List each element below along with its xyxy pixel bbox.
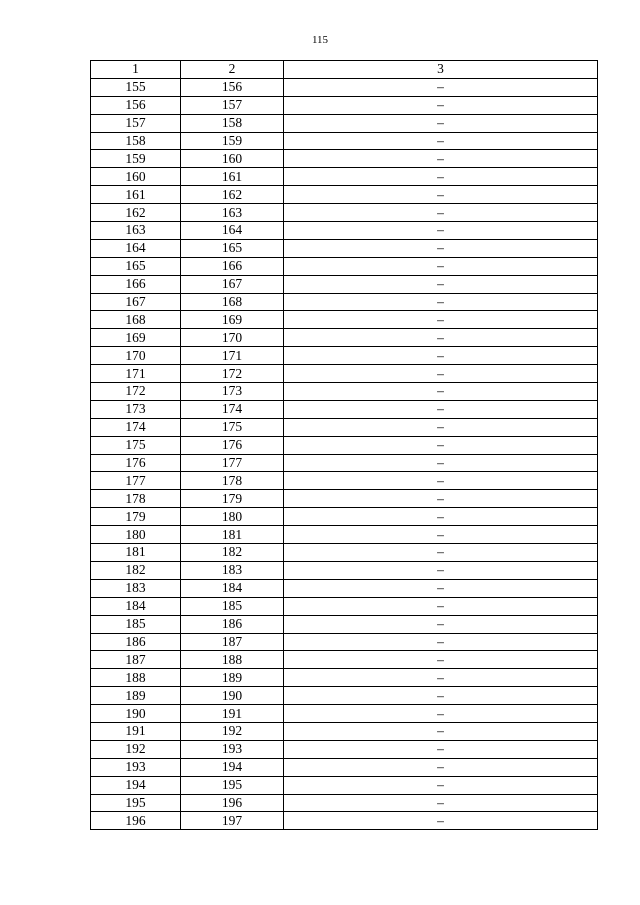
table-row — [91, 615, 598, 633]
table-cell-col1: 168 — [91, 311, 181, 329]
table-row — [91, 114, 598, 132]
table-cell-col1: 189 — [91, 687, 181, 705]
table-cell-col2: 175 — [181, 418, 284, 436]
table-cell-col2: 190 — [181, 687, 284, 705]
table-cell-col3: – — [284, 561, 598, 579]
table-row — [91, 776, 598, 794]
table-row — [91, 186, 598, 204]
table-row — [91, 544, 598, 562]
table-row — [91, 383, 598, 401]
table-cell-col1: 187 — [91, 651, 181, 669]
table-cell-col3: – — [284, 168, 598, 186]
table-cell-col3: – — [284, 705, 598, 723]
column-header-1: 1 — [91, 61, 181, 79]
table-cell-col1: 167 — [91, 293, 181, 311]
table-cell-col1: 175 — [91, 436, 181, 454]
table-cell-col3: – — [284, 365, 598, 383]
table-cell-col2: 186 — [181, 615, 284, 633]
table-cell-col2: 182 — [181, 544, 284, 562]
table-row — [91, 132, 598, 150]
table-cell-col1: 163 — [91, 222, 181, 240]
table-cell-col3: – — [284, 436, 598, 454]
table-row — [91, 472, 598, 490]
table-cell-col3: – — [284, 687, 598, 705]
table-cell-col3: – — [284, 150, 598, 168]
table-cell-col3: – — [284, 222, 598, 240]
table-row — [91, 347, 598, 365]
table-row — [91, 651, 598, 669]
table-cell-col2: 171 — [181, 347, 284, 365]
table-cell-col2: 166 — [181, 257, 284, 275]
table-cell-col1: 176 — [91, 454, 181, 472]
table-row — [91, 168, 598, 186]
table-cell-col3: – — [284, 776, 598, 794]
table-row — [91, 490, 598, 508]
table-cell-col1: 159 — [91, 150, 181, 168]
table-cell-col2: 193 — [181, 740, 284, 758]
table-cell-col2: 164 — [181, 222, 284, 240]
table-row — [91, 454, 598, 472]
table-cell-col2: 194 — [181, 758, 284, 776]
table-cell-col1: 173 — [91, 400, 181, 418]
table-cell-col1: 185 — [91, 615, 181, 633]
table-row — [91, 722, 598, 740]
table-cell-col2: 170 — [181, 329, 284, 347]
table-cell-col2: 192 — [181, 722, 284, 740]
table-cell-col1: 182 — [91, 561, 181, 579]
table-cell-col1: 164 — [91, 239, 181, 257]
table-cell-col3: – — [284, 544, 598, 562]
table-cell-col1: 156 — [91, 96, 181, 114]
table-cell-col3: – — [284, 114, 598, 132]
table-cell-col2: 183 — [181, 561, 284, 579]
table-cell-col3: – — [284, 204, 598, 222]
table-row — [91, 329, 598, 347]
table-cell-col2: 191 — [181, 705, 284, 723]
table-cell-col3: – — [284, 812, 598, 830]
table-cell-col2: 160 — [181, 150, 284, 168]
table-cell-col3: – — [284, 633, 598, 651]
table-cell-col1: 161 — [91, 186, 181, 204]
table-row — [91, 150, 598, 168]
table-cell-col2: 173 — [181, 383, 284, 401]
table-cell-col2: 168 — [181, 293, 284, 311]
table-cell-col1: 165 — [91, 257, 181, 275]
table-row — [91, 400, 598, 418]
column-header-3: 3 — [284, 61, 598, 79]
table-row — [91, 257, 598, 275]
table-cell-col3: – — [284, 615, 598, 633]
table-cell-col1: 170 — [91, 347, 181, 365]
table-cell-col1: 190 — [91, 705, 181, 723]
table-cell-col1: 193 — [91, 758, 181, 776]
table-cell-col1: 181 — [91, 544, 181, 562]
table-cell-col2: 161 — [181, 168, 284, 186]
table-cell-col3: – — [284, 239, 598, 257]
table-cell-col1: 162 — [91, 204, 181, 222]
table-cell-col3: – — [284, 293, 598, 311]
table-row — [91, 311, 598, 329]
table-cell-col2: 167 — [181, 275, 284, 293]
table-cell-col3: – — [284, 794, 598, 812]
table-row — [91, 794, 598, 812]
table-cell-col1: 174 — [91, 418, 181, 436]
table-row — [91, 222, 598, 240]
table-cell-col1: 158 — [91, 132, 181, 150]
table-row — [91, 508, 598, 526]
table-cell-col1: 169 — [91, 329, 181, 347]
table-cell-col1: 160 — [91, 168, 181, 186]
table-cell-col3: – — [284, 132, 598, 150]
table-cell-col2: 185 — [181, 597, 284, 615]
table-row — [91, 687, 598, 705]
table-cell-col2: 163 — [181, 204, 284, 222]
table-cell-col2: 178 — [181, 472, 284, 490]
table-row — [91, 740, 598, 758]
table-row — [91, 561, 598, 579]
table-cell-col3: – — [284, 418, 598, 436]
table-row — [91, 705, 598, 723]
table-cell-col3: – — [284, 740, 598, 758]
table-row — [91, 239, 598, 257]
data-table — [90, 60, 598, 830]
table-cell-col1: 192 — [91, 740, 181, 758]
table-cell-col2: 181 — [181, 526, 284, 544]
table-cell-col2: 196 — [181, 794, 284, 812]
table-row — [91, 579, 598, 597]
table-cell-col2: 195 — [181, 776, 284, 794]
table-cell-col2: 174 — [181, 400, 284, 418]
table-cell-col3: – — [284, 579, 598, 597]
table-cell-col2: 179 — [181, 490, 284, 508]
table-row — [91, 633, 598, 651]
table-cell-col1: 191 — [91, 722, 181, 740]
column-header-2: 2 — [181, 61, 284, 79]
table-cell-col3: – — [284, 186, 598, 204]
table-cell-col3: – — [284, 329, 598, 347]
table-cell-col2: 188 — [181, 651, 284, 669]
table-cell-col2: 184 — [181, 579, 284, 597]
table-cell-col1: 184 — [91, 597, 181, 615]
table-cell-col1: 171 — [91, 365, 181, 383]
table-row — [91, 275, 598, 293]
table-cell-col1: 179 — [91, 508, 181, 526]
table-cell-col3: – — [284, 275, 598, 293]
table-cell-col2: 156 — [181, 78, 284, 96]
table-cell-col3: – — [284, 383, 598, 401]
table-row — [91, 758, 598, 776]
table-cell-col3: – — [284, 722, 598, 740]
table-cell-col2: 180 — [181, 508, 284, 526]
table-row — [91, 204, 598, 222]
table-cell-col1: 194 — [91, 776, 181, 794]
table-cell-col1: 183 — [91, 579, 181, 597]
table-row — [91, 293, 598, 311]
table-cell-col1: 188 — [91, 669, 181, 687]
table-cell-col3: – — [284, 78, 598, 96]
table-cell-col1: 157 — [91, 114, 181, 132]
table-row — [91, 418, 598, 436]
table-row — [91, 78, 598, 96]
table-cell-col2: 172 — [181, 365, 284, 383]
table-cell-col3: – — [284, 669, 598, 687]
table-cell-col1: 172 — [91, 383, 181, 401]
table-row — [91, 436, 598, 454]
table-cell-col1: 155 — [91, 78, 181, 96]
table-cell-col3: – — [284, 400, 598, 418]
table-row — [91, 365, 598, 383]
table-cell-col1: 196 — [91, 812, 181, 830]
table-cell-col3: – — [284, 347, 598, 365]
table-cell-col3: – — [284, 490, 598, 508]
table-cell-col3: – — [284, 454, 598, 472]
table-cell-col3: – — [284, 472, 598, 490]
table-row — [91, 526, 598, 544]
table-cell-col2: 169 — [181, 311, 284, 329]
table-cell-col2: 177 — [181, 454, 284, 472]
table-body — [91, 78, 598, 829]
table-cell-col1: 186 — [91, 633, 181, 651]
table-cell-col3: – — [284, 526, 598, 544]
table-cell-col3: – — [284, 508, 598, 526]
table-cell-col1: 177 — [91, 472, 181, 490]
table-cell-col2: 176 — [181, 436, 284, 454]
table-cell-col2: 189 — [181, 669, 284, 687]
table-cell-col2: 162 — [181, 186, 284, 204]
table-cell-col2: 197 — [181, 812, 284, 830]
table-cell-col2: 158 — [181, 114, 284, 132]
table-cell-col2: 187 — [181, 633, 284, 651]
table-row — [91, 96, 598, 114]
table-cell-col2: 165 — [181, 239, 284, 257]
table-cell-col2: 159 — [181, 132, 284, 150]
table-row — [91, 669, 598, 687]
table-cell-col1: 195 — [91, 794, 181, 812]
table-cell-col1: 180 — [91, 526, 181, 544]
table-cell-col3: – — [284, 96, 598, 114]
table-cell-col3: – — [284, 651, 598, 669]
table-cell-col2: 157 — [181, 96, 284, 114]
table-row — [91, 597, 598, 615]
table-cell-col3: – — [284, 311, 598, 329]
table-cell-col1: 166 — [91, 275, 181, 293]
table-cell-col3: – — [284, 597, 598, 615]
table-row — [91, 812, 598, 830]
table-cell-col3: – — [284, 758, 598, 776]
page-number: 115 — [311, 34, 329, 46]
table-cell-col3: – — [284, 257, 598, 275]
table-cell-col1: 178 — [91, 490, 181, 508]
table-header-row — [91, 61, 598, 79]
